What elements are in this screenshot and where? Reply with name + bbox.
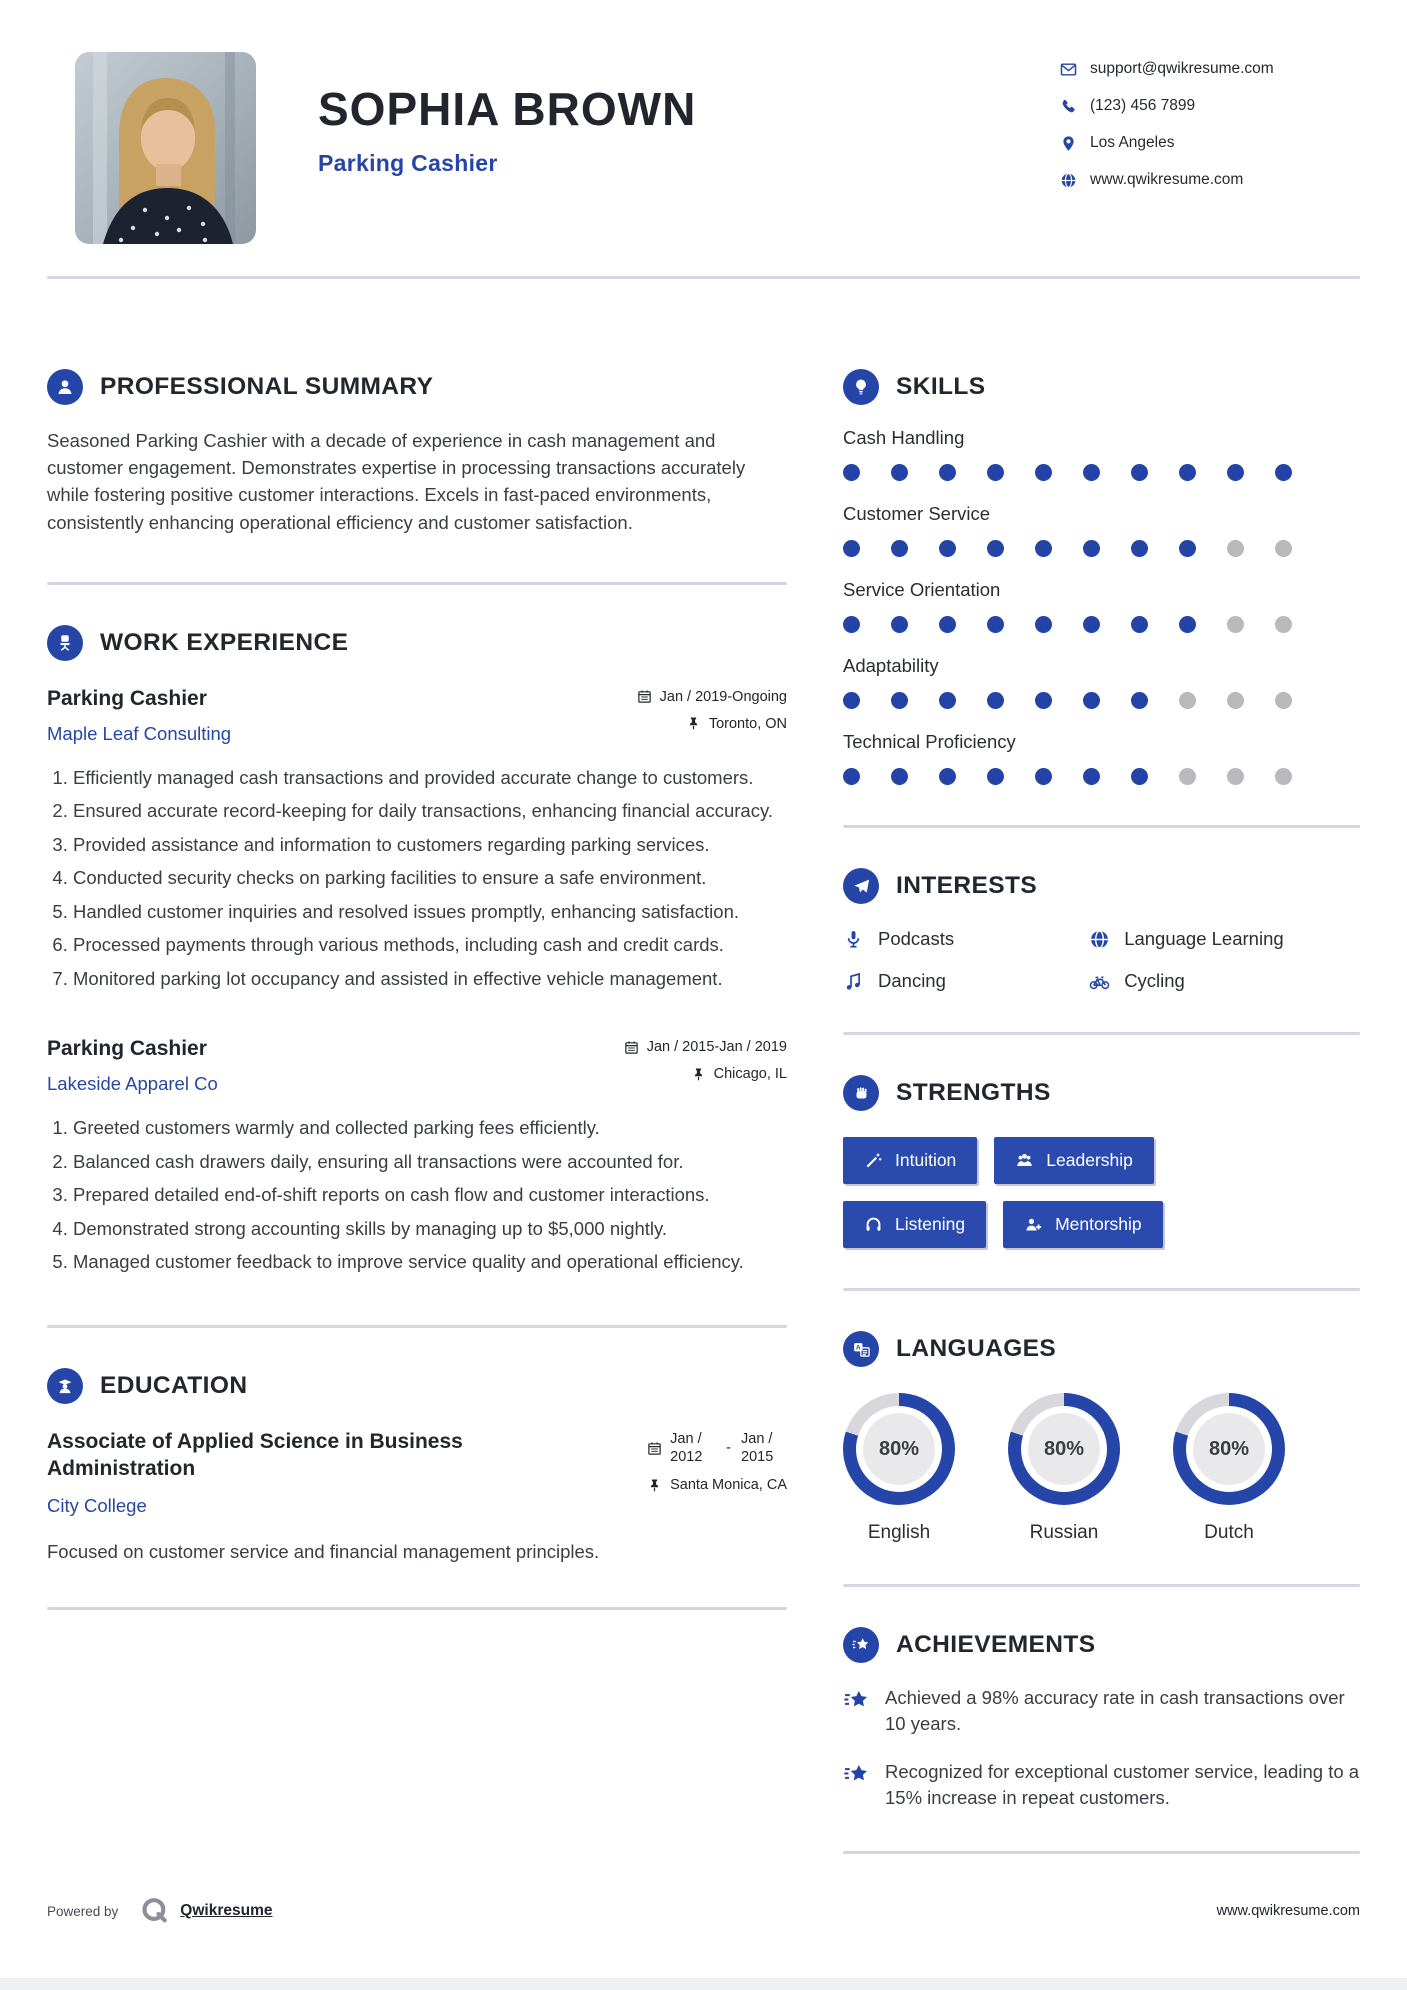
job-bullet: 3. Prepared detailed end-of-shift reports on cash flow and customer interactions.	[73, 1182, 787, 1208]
pushpin-icon	[647, 1478, 662, 1493]
interests-section	[843, 828, 1360, 992]
skill-level-dot	[843, 616, 860, 633]
job-location-text: Toronto, ON	[708, 715, 787, 732]
globe-icon	[1060, 172, 1077, 189]
phone-icon	[1060, 98, 1077, 115]
skill-level-dot	[939, 616, 956, 633]
interest-label: Podcasts	[878, 928, 955, 949]
powered-by-label: Powered by	[47, 1903, 119, 1919]
calendar-icon	[647, 1441, 662, 1456]
profile-photo	[75, 52, 256, 244]
skill-level-dot	[1179, 540, 1196, 557]
calendar-icon	[624, 1040, 639, 1055]
contact-email[interactable]	[1060, 60, 1360, 78]
contact-phone	[1060, 97, 1360, 115]
skill-level-dot	[1275, 692, 1292, 709]
education-date-start: Jan / 2012	[670, 1430, 703, 1466]
strengths-heading: STRENGTHS	[896, 1079, 1051, 1106]
left-column	[47, 323, 787, 1854]
achievement-text: Recognized for exceptional customer service, leading to a 15% increase in repeat customers.	[885, 1760, 1360, 1808]
skill-level-dot	[1179, 768, 1196, 785]
magic-wand-icon	[864, 1151, 883, 1170]
user-icon	[47, 369, 83, 405]
language-percent: 80%	[863, 1413, 935, 1485]
skill-level-dot	[987, 692, 1004, 709]
strength-label: Leadership	[1046, 1150, 1133, 1170]
achievement-item	[843, 1685, 1360, 1737]
job-location	[624, 1066, 787, 1082]
education-section	[47, 1328, 787, 1563]
skill-level-dot	[843, 540, 860, 557]
skill-row	[843, 427, 1360, 481]
skill-row	[843, 579, 1360, 633]
header	[47, 0, 1360, 244]
candidate-name: SOPHIA BROWN	[318, 83, 697, 135]
language-item	[1173, 1393, 1285, 1544]
degree-title: Associate of Applied Science in Business Administration	[47, 1429, 463, 1481]
job-dates	[624, 1039, 787, 1055]
job-bullet: 7. Monitored parking lot occupancy and assisted in effective vehicle management.	[73, 966, 787, 992]
job-bullet: 2. Ensured accurate record-keeping for daily transactions, enhancing financial accuracy.	[73, 798, 787, 824]
education-heading: EDUCATION	[100, 1371, 248, 1399]
language-progress-ring	[843, 1393, 955, 1505]
bicycle-icon	[1089, 971, 1110, 992]
skill-level-dot	[1179, 616, 1196, 633]
skill-level-dot	[987, 768, 1004, 785]
job-title: Parking Cashier	[47, 1037, 207, 1061]
graduate-icon	[47, 1368, 83, 1404]
skill-level-dots	[843, 464, 1360, 481]
language-item	[1008, 1393, 1120, 1544]
skill-level-dot	[1131, 540, 1148, 557]
languages-heading: LANGUAGES	[896, 1335, 1057, 1362]
job-bullet: 1. Efficiently managed cash transactions and provided accurate change to customers.	[73, 765, 787, 791]
skill-level-dot	[987, 540, 1004, 557]
skill-level-dot	[1179, 692, 1196, 709]
footer	[47, 1896, 1360, 1926]
skill-level-dot	[1083, 768, 1100, 785]
skill-level-dot	[1131, 692, 1148, 709]
skill-level-dot	[1131, 616, 1148, 633]
language-progress-ring	[1173, 1393, 1285, 1505]
skill-level-dots	[843, 540, 1360, 557]
star-badge-icon	[843, 1627, 879, 1663]
office-chair-icon	[47, 625, 83, 661]
contact-email-text: support@qwikresume.com	[1090, 60, 1274, 77]
skill-name: Adaptability	[843, 655, 939, 676]
skill-level-dot	[1083, 692, 1100, 709]
achievement-text: Achieved a 98% accuracy rate in cash transactions over 10 years.	[885, 1687, 1345, 1734]
skill-level-dot	[1275, 540, 1292, 557]
contact-list	[1060, 60, 1360, 189]
education-date-separator: -	[726, 1440, 731, 1457]
contact-location-text: Los Angeles	[1090, 134, 1175, 151]
skill-level-dot	[987, 616, 1004, 633]
skill-name: Cash Handling	[843, 427, 965, 448]
skill-row	[843, 731, 1360, 785]
language-percent: 80%	[1028, 1413, 1100, 1485]
skill-row	[843, 503, 1360, 557]
music-note-icon	[843, 971, 864, 992]
skill-level-dot	[1275, 616, 1292, 633]
job-bullet: 5. Handled customer inquiries and resolved issues promptly, enhancing satisfaction.	[73, 899, 787, 925]
skill-level-dot	[939, 540, 956, 557]
contact-website-text: www.qwikresume.com	[1090, 171, 1244, 188]
skill-level-dots	[843, 692, 1360, 709]
contact-website[interactable]	[1060, 171, 1360, 189]
job-entry	[47, 687, 787, 992]
language-item	[843, 1393, 955, 1544]
right-column	[843, 323, 1360, 1854]
pushpin-icon	[686, 716, 701, 731]
interest-item	[843, 970, 1089, 992]
summary-text: Seasoned Parking Cashier with a decade of experience in cash management and customer engagement. Demonstrates expertise in processing transactions accurately while fostering positive customer interactions. Excels in fast-paced environments, consistently enhancing operational efficiency and customer satisfaction.	[47, 430, 746, 533]
skill-level-dot	[1083, 464, 1100, 481]
job-bullet: 2. Balanced cash drawers daily, ensuring all transactions were accounted for.	[73, 1149, 787, 1175]
skill-level-dot	[1227, 692, 1244, 709]
contact-location	[1060, 134, 1360, 152]
profile-photo-image	[75, 52, 256, 244]
header-divider	[47, 276, 1360, 279]
skill-level-dot	[891, 692, 908, 709]
qwikresume-logo-icon	[140, 1896, 170, 1926]
skill-level-dot	[987, 464, 1004, 481]
skill-level-dot	[1035, 616, 1052, 633]
job-title: Parking Cashier	[47, 686, 207, 710]
skill-level-dot	[939, 464, 956, 481]
strength-badge-intuition[interactable]	[843, 1137, 977, 1184]
language-name: Russian	[1029, 1522, 1099, 1543]
svg-text:A: A	[855, 1344, 861, 1351]
candidate-title: Parking Cashier	[318, 150, 498, 176]
interest-item	[1089, 970, 1360, 992]
interest-label: Cycling	[1124, 970, 1185, 991]
skill-level-dot	[939, 692, 956, 709]
skill-level-dot	[1227, 616, 1244, 633]
achievements-section	[843, 1587, 1360, 1811]
job-dates	[637, 689, 787, 705]
skill-level-dot	[939, 768, 956, 785]
job-bullets	[47, 765, 787, 992]
experience-section	[47, 585, 787, 1275]
lightbulb-icon	[843, 369, 879, 405]
language-percent: 80%	[1193, 1413, 1265, 1485]
user-plus-icon	[1024, 1215, 1043, 1234]
strength-badge-listening[interactable]	[843, 1201, 986, 1248]
school-name: City College	[47, 1494, 147, 1516]
skill-level-dot	[1131, 464, 1148, 481]
skill-level-dot	[843, 464, 860, 481]
skill-name: Service Orientation	[843, 579, 1001, 600]
page-bottom-edge	[0, 1978, 1407, 1990]
job-location-text: Chicago, IL	[713, 1066, 787, 1083]
strength-badge-leadership[interactable]	[994, 1137, 1154, 1184]
skill-level-dot	[891, 616, 908, 633]
education-date-end: Jan / 2015	[741, 1430, 774, 1466]
education-dates	[647, 1430, 787, 1466]
pushpin-icon	[691, 1067, 706, 1082]
contact-phone-text: (123) 456 7899	[1090, 97, 1196, 114]
skill-row	[843, 655, 1360, 709]
skill-level-dot	[891, 540, 908, 557]
skill-level-dot	[1035, 540, 1052, 557]
experience-heading: WORK EXPERIENCE	[100, 628, 349, 656]
job-dates-text: Jan / 2015-Jan / 2019	[646, 1039, 787, 1056]
skill-level-dot	[1131, 768, 1148, 785]
skill-level-dot	[1083, 616, 1100, 633]
languages-section	[843, 1291, 1360, 1544]
skill-level-dots	[843, 768, 1360, 785]
job-location	[637, 716, 787, 732]
qwikresume-link[interactable]: Qwikresume	[180, 1902, 273, 1919]
summary-section	[47, 323, 787, 536]
section-divider	[843, 1851, 1360, 1854]
skills-section	[843, 323, 1360, 785]
skill-level-dot	[1179, 464, 1196, 481]
strength-label: Intuition	[895, 1150, 957, 1170]
skill-level-dot	[891, 768, 908, 785]
language-name: English	[867, 1522, 931, 1543]
job-bullet: 4. Conducted security checks on parking facilities to ensure a safe environment.	[73, 865, 787, 891]
skill-level-dot	[891, 464, 908, 481]
education-location-text: Santa Monica, CA	[670, 1477, 787, 1494]
skill-level-dot	[1083, 540, 1100, 557]
job-company: Maple Leaf Consulting	[47, 722, 232, 744]
job-bullets	[47, 1115, 787, 1275]
users-icon	[1015, 1151, 1034, 1170]
skill-level-dot	[1227, 464, 1244, 481]
job-dates-text: Jan / 2019-Ongoing	[659, 688, 787, 705]
job-bullet: 4. Demonstrated strong accounting skills by managing up to $5,000 nightly.	[73, 1216, 787, 1242]
skill-name: Technical Proficiency	[843, 731, 1016, 752]
skill-level-dots	[843, 616, 1360, 633]
strength-label: Mentorship	[1055, 1214, 1142, 1234]
headphones-icon	[864, 1215, 883, 1234]
language-name: Dutch	[1204, 1522, 1254, 1543]
achievements-heading: ACHIEVEMENTS	[896, 1631, 1096, 1658]
skill-level-dot	[1035, 464, 1052, 481]
skill-level-dot	[1227, 540, 1244, 557]
microphone-icon	[843, 929, 864, 950]
globe-icon	[1089, 929, 1110, 950]
skill-level-dot	[843, 768, 860, 785]
calendar-icon	[637, 689, 652, 704]
job-bullet: 6. Processed payments through various methods, including cash and credit cards.	[73, 932, 787, 958]
strength-label: Listening	[895, 1214, 966, 1234]
identity-block	[318, 82, 696, 177]
skill-name: Customer Service	[843, 503, 991, 524]
interest-label: Language Learning	[1124, 928, 1284, 949]
job-bullet: 3. Provided assistance and information to customers regarding parking services.	[73, 832, 787, 858]
job-bullet: 5. Managed customer feedback to improve service quality and operational efficiency.	[73, 1249, 787, 1275]
paper-plane-icon	[843, 868, 879, 904]
footer-site-url[interactable]: www.qwikresume.com	[1216, 1903, 1360, 1919]
fist-icon	[843, 1075, 879, 1111]
location-pin-icon	[1060, 135, 1077, 152]
job-company: Lakeside Apparel Co	[47, 1073, 218, 1095]
strengths-section	[843, 1035, 1360, 1248]
interests-heading: INTERESTS	[896, 872, 1038, 899]
education-location	[647, 1477, 787, 1493]
skill-level-dot	[1035, 768, 1052, 785]
skill-level-dot	[1035, 692, 1052, 709]
skill-level-dot	[843, 692, 860, 709]
skill-level-dot	[1275, 768, 1292, 785]
interest-item	[843, 928, 1089, 950]
skill-level-dot	[1227, 768, 1244, 785]
job-bullet: 1. Greeted customers warmly and collected parking fees efficiently.	[73, 1115, 787, 1141]
shooting-star-icon	[843, 1761, 870, 1788]
skills-heading: SKILLS	[896, 373, 986, 400]
summary-heading: PROFESSIONAL SUMMARY	[100, 373, 434, 400]
skill-level-dot	[1275, 464, 1292, 481]
strength-badge-mentorship[interactable]	[1003, 1201, 1163, 1248]
job-entry	[47, 1037, 787, 1275]
shooting-star-icon	[843, 1687, 870, 1714]
translate-icon	[843, 1331, 879, 1367]
interest-item	[1089, 928, 1360, 950]
language-progress-ring	[1008, 1393, 1120, 1505]
section-divider	[47, 1607, 787, 1610]
email-icon	[1060, 61, 1077, 78]
achievement-item	[843, 1759, 1360, 1811]
interest-label: Dancing	[878, 970, 946, 991]
education-description: Focused on customer service and financial management principles.	[47, 1540, 600, 1562]
